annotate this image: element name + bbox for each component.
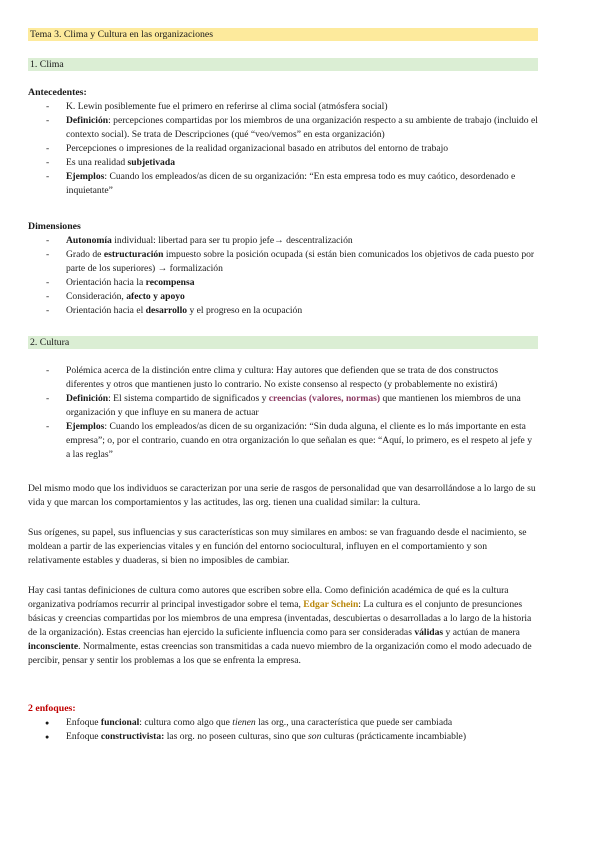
item-text: impuesto sobre la posición ocupada (si están bien comunicados los objetivos de cada puesto por parte de los superiores) → formalización — [66, 249, 535, 274]
item-bold: funcional — [100, 717, 140, 728]
item-text: : cultura como algo que — [139, 717, 233, 728]
item-text: Orientación hacia la — [66, 277, 146, 288]
list-item — [28, 716, 538, 730]
item-text: Orientación hacia el — [66, 305, 146, 316]
item-bold: desarrollo — [145, 305, 188, 316]
list-item — [28, 304, 538, 318]
paragraph-2: Sus orígenes, su papel, sus influencias y sus características son muy similares en ambos: se van fraguando desde el nacimiento, se moldean a partir de las experiencias vitales y en función del entorno sociocultural, influyen en el comportamiento y son relativamente estables y duaderas, si bien no imposibles de cambiar. — [28, 527, 527, 566]
item-text: Enfoque — [66, 731, 101, 742]
item-text: individual: libertad para ser tu propio jefe→ descentralización — [111, 235, 353, 246]
item-bold: Autonomía — [66, 235, 112, 246]
document-title: Tema 3. Clima y Cultura en las organizaciones — [28, 28, 538, 41]
item-bold: Ejemplos — [66, 171, 105, 182]
item-bold: constructivista: — [100, 731, 165, 742]
section-1-header: 1. Clima — [28, 58, 538, 71]
list-item — [28, 142, 538, 156]
item-italic: tienen — [232, 717, 256, 728]
list-item — [28, 156, 538, 170]
item-text: Enfoque — [66, 717, 101, 728]
para-bold: inconsciente — [28, 641, 79, 652]
dimensiones-heading: Dimensiones — [28, 221, 81, 232]
paragraph-3 — [28, 584, 540, 668]
item-text: Grado de — [66, 249, 104, 260]
list-item — [28, 730, 538, 744]
item-text: culturas (prácticamente incambiable) — [321, 731, 467, 742]
item-text: y el progreso en la ocupación — [187, 305, 303, 316]
para-bold: válidas — [414, 627, 444, 638]
list-item — [28, 392, 538, 420]
antecedentes-heading: Antecedentes: — [28, 87, 87, 98]
para-text: y actúan de manera — [443, 627, 520, 638]
para-text: Hay casi tantas definiciones de cultura como autores que escriben sobre ella. Como definición académica de qué es la cultura organizativa podríamos recurrir al principal investigador sobre el tema, — [28, 585, 509, 610]
item-bold: estructuración — [103, 249, 164, 260]
enfoques-heading: 2 enfoques: — [28, 703, 76, 714]
dimensiones-list — [28, 234, 538, 318]
list-item — [28, 364, 538, 392]
item-text: las org. no poseen culturas, sino que — [164, 731, 309, 742]
item-text: : Cuando los empleados/as dicen de su organización: “En esta empresa todo es muy caótico, desordenado e inquietante” — [66, 171, 516, 196]
list-item — [28, 234, 538, 248]
highlight-text: creencias (valores, normas) — [268, 393, 381, 404]
list-item — [28, 420, 538, 462]
item-text: Percepciones o impresiones de la realidad organizacional basado en atributos del entorno de trabajo — [66, 143, 449, 154]
list-item — [28, 114, 538, 142]
list-item — [28, 290, 538, 304]
item-text: K. Lewin posiblemente fue el primero en referirse al clima social (atmósfera social) — [66, 101, 388, 112]
item-bold: Definición — [66, 393, 109, 404]
cultura-list — [28, 364, 538, 462]
item-bold: Definición — [66, 115, 109, 126]
item-bold: recompensa — [145, 277, 195, 288]
para-text: . Normalmente, estas creencias son transmitidas a cada nuevo miembro de la organización como el modo adecuado de percibir, pensar y sentir los problemas a los que se enfrenta la empresa. — [28, 641, 532, 666]
section-2-header: 2. Cultura — [28, 336, 538, 349]
item-bold: afecto y apoyo — [126, 291, 185, 302]
item-text: Polémica acerca de la distinción entre clima y cultura: Hay autores que defienden que se trata de dos constructos diferentes y otros que mantienen justo lo contrario. No existe consenso al respecto (y probablemente no existirá) — [66, 365, 499, 390]
list-item — [28, 100, 538, 114]
list-item — [28, 248, 538, 276]
antecedentes-list — [28, 100, 538, 198]
item-text: : Cuando los empleados/as dicen de su organización: “Sin duda alguna, el cliente es lo más importante en esta empresa”; o, por el contrario, cuando en otra organización lo que señalan es que: “Aquí, lo primero, es el respeto al jefe y a las reglas” — [66, 421, 533, 460]
item-bold: subjetivada — [127, 157, 175, 168]
author-name: Edgar Schein — [303, 599, 359, 610]
enfoques-list — [28, 716, 538, 744]
item-text: : percepciones compartidas por los miembros de una organización respecto a su ambiente de trabajo (incluido el contexto social). Se trata de Descripciones (qué “veo/vemos” en esta organización) — [66, 115, 538, 140]
item-bold: Ejemplos — [66, 421, 105, 432]
para-text: : La cultura es el conjunto de presunciones básicas y creencias compartidas por los miembros de una empresa (inventadas, descubiertas o desarrolladas a lo largo de la historia de la organización). Estas creencias han ejercido la suficiente influencia como para ser consideradas — [28, 599, 532, 638]
item-italic: son — [308, 731, 322, 742]
paragraph-1: Del mismo modo que los individuos se caracterizan por una serie de rasgos de personalidad que van desarrollándose a lo largo de su vida y que marcan los comportamientos y las actitudes, las org. tienen una cualidad similar: la cultura. — [28, 483, 536, 508]
item-text: Consideración, — [66, 291, 127, 302]
item-text: las org., una característica que puede ser cambiada — [255, 717, 453, 728]
item-text: Es una realidad — [66, 157, 128, 168]
list-item — [28, 170, 538, 198]
list-item — [28, 276, 538, 290]
item-text: que mantienen los miembros de una organización y que influye en su manera de actuar — [66, 393, 521, 418]
item-text: : El sistema compartido de significados y — [108, 393, 269, 404]
